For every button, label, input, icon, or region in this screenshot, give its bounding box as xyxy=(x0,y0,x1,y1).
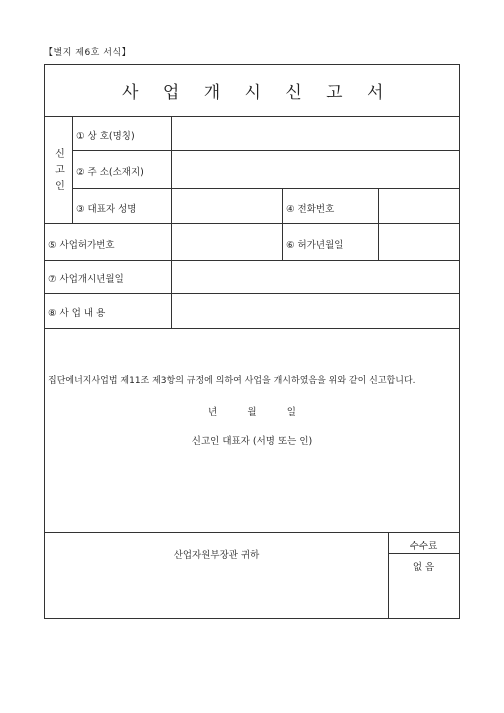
fee-label: 수수료 xyxy=(409,541,438,552)
applicant-label xyxy=(53,147,67,195)
signature-line: 신고인 대표자 (서명 또는 인) xyxy=(191,436,313,447)
permit-date-field[interactable] xyxy=(379,224,459,260)
form-number-label: 【별지 제6호 서식】 xyxy=(44,48,132,58)
business-content-label: ⑧ 사 업 내 용 xyxy=(48,308,106,319)
permit-number-field[interactable] xyxy=(172,224,282,260)
trade-name-label: ① 상 호(명칭) xyxy=(76,131,135,142)
permit-date-label: ⑥ 허가년월일 xyxy=(286,240,344,251)
declaration-statement: 집단에너지사업법 제11조 제3항의 규정에 의하여 사업을 개시하였음을 위와 같이 신고합니다. xyxy=(48,376,416,386)
business-content-field[interactable] xyxy=(172,294,459,328)
start-date-field[interactable] xyxy=(172,261,459,293)
column-divider xyxy=(72,116,73,223)
representative-field[interactable] xyxy=(172,189,282,223)
phone-field[interactable] xyxy=(379,189,459,223)
form-title: 사 업 개 시 신 고 서 xyxy=(122,83,384,103)
fee-value: 없 음 xyxy=(412,562,435,573)
representative-label: ③ 대표자 성명 xyxy=(76,204,137,215)
fee-divider xyxy=(388,553,459,554)
recipient-line: 산업자원부장관 귀하 xyxy=(173,550,260,561)
address-field[interactable] xyxy=(172,151,459,188)
phone-label: ④ 전화번호 xyxy=(286,204,335,215)
date-line: 년 월 일 xyxy=(208,407,296,418)
trade-name-field[interactable] xyxy=(172,117,459,150)
applicant-label-text: 신 고 인 xyxy=(55,149,65,192)
column-divider xyxy=(282,188,283,260)
address-label: ② 주 소(소재지) xyxy=(76,167,144,178)
report-form xyxy=(44,64,460,619)
permit-number-label: ⑤ 사업허가번호 xyxy=(48,240,115,251)
row-divider xyxy=(45,328,459,329)
start-date-label: ⑦ 사업개시년월일 xyxy=(48,274,124,285)
row-divider xyxy=(45,532,459,533)
